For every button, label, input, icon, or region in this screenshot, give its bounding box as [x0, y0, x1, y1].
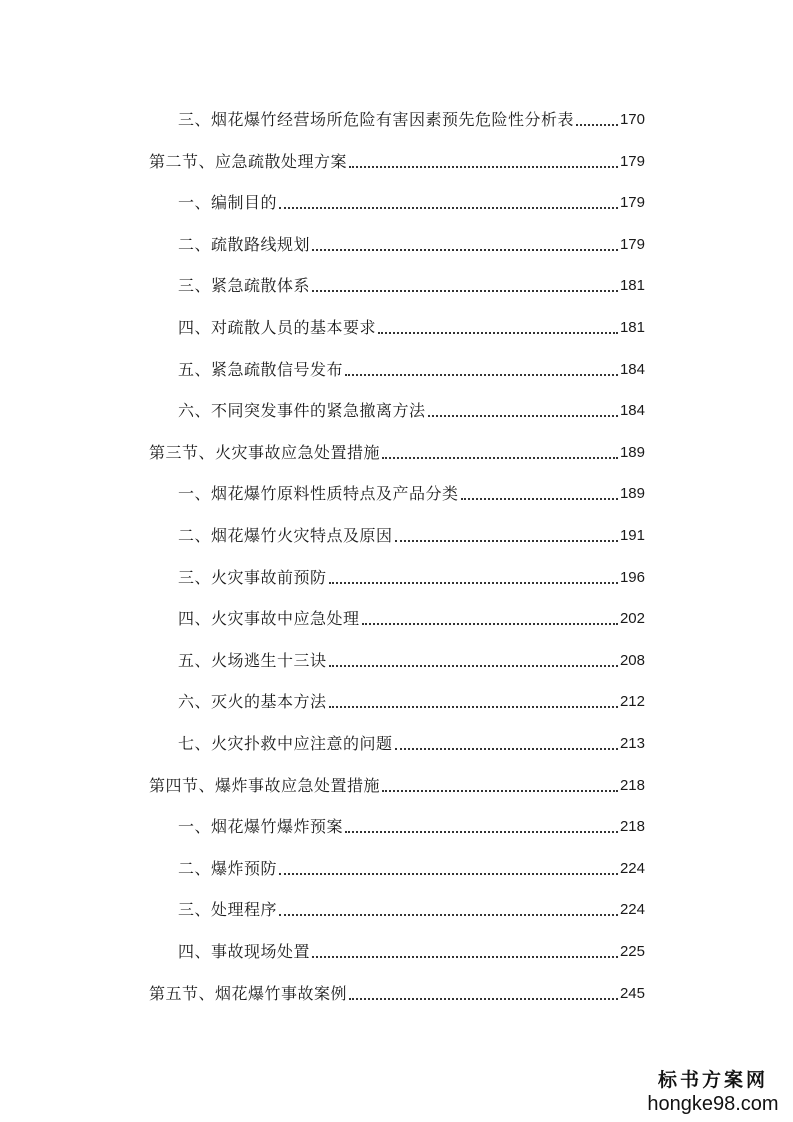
toc-entry-title: 一、烟花爆竹爆炸预案 — [178, 817, 344, 837]
toc-dot-leader — [428, 415, 618, 417]
toc-entry-page: 189 — [619, 485, 645, 503]
toc-entry-title: 一、编制目的 — [178, 193, 278, 213]
toc-entry[interactable] — [149, 437, 645, 463]
toc-dot-leader — [461, 498, 618, 500]
toc-entry-title: 三、紧急疏散体系 — [178, 276, 311, 296]
toc-entry-title: 三、烟花爆竹经营场所危险有害因素预先危险性分析表 — [178, 110, 575, 129]
toc-entry-page: 179 — [619, 235, 645, 253]
toc-entry-title: 三、处理程序 — [178, 900, 278, 920]
watermark-url: hongke98.com — [647, 1093, 779, 1115]
toc-entry[interactable] — [149, 146, 645, 172]
toc-entry-page: 181 — [619, 277, 645, 295]
toc-entry-page: 224 — [619, 901, 645, 919]
toc-entry-page: 213 — [619, 735, 645, 752]
toc-entry-page: 179 — [619, 152, 645, 170]
toc-entry-title: 第三节、火灾事故应急处置措施 — [149, 442, 381, 462]
toc-entry-title: 第四节、爆炸事故应急处置措施 — [149, 775, 381, 795]
toc-entry-page: 212 — [619, 693, 645, 711]
toc-entry-page: 179 — [619, 194, 645, 212]
toc-dot-leader — [395, 540, 618, 542]
toc-entry[interactable] — [178, 562, 645, 588]
toc-dot-leader — [312, 249, 618, 251]
toc-entry-title: 六、不同突发事件的紧急撤离方法 — [178, 401, 426, 421]
toc-dot-leader — [312, 956, 618, 958]
toc-entry[interactable] — [178, 395, 645, 421]
toc-entry-title: 四、对疏散人员的基本要求 — [178, 318, 377, 337]
toc-entry-page: 181 — [619, 319, 645, 336]
toc-entry[interactable] — [178, 811, 645, 837]
toc-entry-title: 五、紧急疏散信号发布 — [178, 359, 344, 379]
toc-entry-title: 二、疏散路线规划 — [178, 234, 311, 254]
toc-dot-leader — [378, 332, 618, 334]
toc-entry-page: 224 — [619, 859, 645, 877]
toc-entry-page: 218 — [619, 776, 645, 794]
toc-entry[interactable] — [149, 978, 645, 1004]
toc-entry-page: 191 — [619, 527, 645, 544]
toc-dot-leader — [279, 873, 618, 875]
toc-entry[interactable] — [178, 645, 645, 671]
toc-entry-title: 五、火场逃生十三诀 — [178, 650, 327, 670]
toc-dot-leader — [329, 582, 618, 584]
toc-dot-leader — [576, 124, 618, 126]
toc-entry-page: 245 — [619, 984, 645, 1002]
toc-entry[interactable] — [178, 104, 645, 130]
toc-entry[interactable] — [178, 686, 645, 712]
toc-entry-title: 六、灭火的基本方法 — [178, 692, 327, 712]
toc-entry-title: 二、爆炸预防 — [178, 858, 278, 878]
toc-entry-title: 一、烟花爆竹原料性质特点及产品分类 — [178, 484, 459, 504]
toc-dot-leader — [329, 665, 618, 667]
toc-entry[interactable] — [178, 520, 645, 546]
toc-entry-page: 218 — [619, 818, 645, 836]
toc-entry[interactable] — [178, 894, 645, 920]
toc-entry[interactable] — [178, 354, 645, 380]
toc-entry-title: 三、火灾事故前预防 — [178, 567, 327, 587]
toc-entry-page: 184 — [619, 402, 645, 420]
toc-dot-leader — [345, 831, 618, 833]
toc-dot-leader — [329, 706, 618, 708]
toc-dot-leader — [362, 623, 618, 625]
toc-entry[interactable] — [178, 229, 645, 255]
toc-dot-leader — [345, 374, 618, 376]
toc-dot-leader — [382, 457, 618, 459]
toc-entry-page: 196 — [619, 568, 645, 586]
toc-dot-leader — [312, 290, 618, 292]
toc-entry[interactable] — [178, 478, 645, 504]
toc-dot-leader — [382, 790, 618, 792]
toc-entry[interactable] — [178, 853, 645, 879]
toc-entry[interactable] — [178, 728, 645, 754]
toc-entry[interactable] — [178, 936, 645, 962]
toc-entry[interactable] — [178, 187, 645, 213]
toc-entry-page: 202 — [619, 610, 645, 628]
toc-entry-title: 七、火灾扑救中应注意的问题 — [178, 734, 393, 753]
toc-entry-title: 第五节、烟花爆竹事故案例 — [149, 983, 348, 1003]
toc-entry-title: 二、烟花爆竹火灾特点及原因 — [178, 526, 393, 545]
toc-dot-leader — [279, 207, 618, 209]
toc-entry-page: 189 — [619, 443, 645, 461]
watermark-name: 标书方案网 — [657, 1069, 768, 1091]
toc-entry-title: 四、火灾事故中应急处理 — [178, 609, 360, 629]
toc-entry-page: 225 — [619, 943, 645, 960]
toc-entry-page: 184 — [619, 360, 645, 378]
toc-entry[interactable] — [178, 603, 645, 629]
toc-entry-title: 四、事故现场处置 — [178, 942, 311, 961]
toc-dot-leader — [349, 166, 618, 168]
toc-entry-page: 170 — [619, 111, 645, 128]
toc-entry-title: 第二节、应急疏散处理方案 — [149, 151, 348, 171]
toc-entry[interactable] — [149, 770, 645, 796]
toc-entry[interactable] — [178, 312, 645, 338]
toc-dot-leader — [395, 748, 618, 750]
site-watermark — [643, 1068, 783, 1116]
toc-dot-leader — [349, 998, 618, 1000]
toc-dot-leader — [279, 914, 618, 916]
toc-entry-page: 208 — [619, 651, 645, 669]
toc-entry[interactable] — [178, 270, 645, 296]
